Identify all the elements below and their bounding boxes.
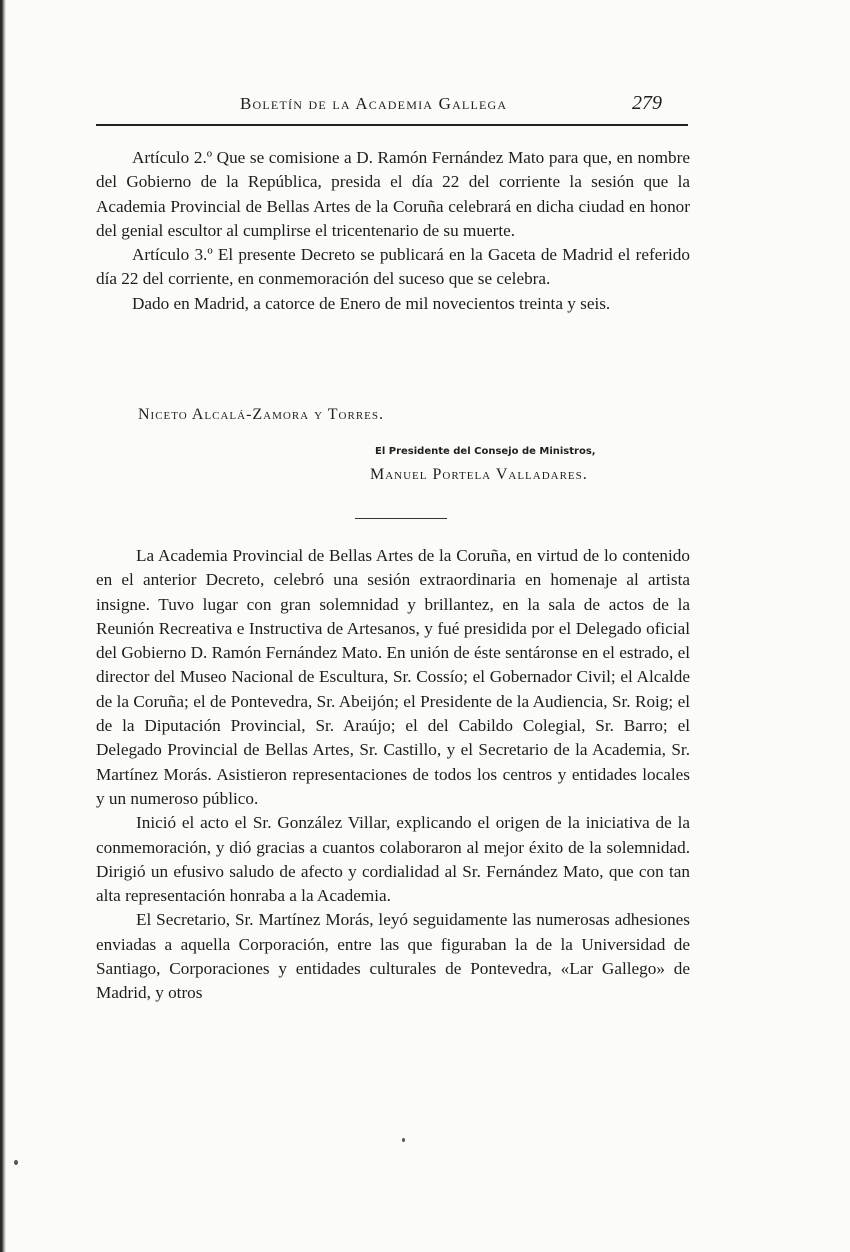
page-binding-edge (0, 0, 6, 1252)
running-header (240, 94, 690, 124)
decree-article-3: Artículo 3.º El presente Decreto se publicará en la Gaceta de Madrid el referido día 22 del corriente, en conmemoración del suceso que se celebra. (96, 245, 690, 289)
page-number: 279 (632, 92, 662, 114)
decree-date: Dado en Madrid, a catorce de Enero de mil novecientos treinta y seis. (132, 293, 611, 313)
signature-president: Niceto Alcalá-Zamora y Torres. (138, 406, 385, 423)
header-title: Boletín de la Academia Gallega (240, 94, 508, 113)
scan-speck (402, 1138, 405, 1142)
section-separator (355, 518, 447, 519)
body-paragraph: Inició el acto el Sr. González Villar, explicando el origen de la iniciativa de la conmemoración, y dió gracias a cuantos colaboraron al mejor éxito de la solemnidad. Dirigió un efusivo saludo de afecto y cordialidad al Sr. Fernández Mato, que con tan alta representación honraba a la Academia. (96, 813, 690, 906)
body-paragraph: La Academia Provincial de Bellas Artes de la Coruña, en virtud de lo contenido en el anterior Decreto, celebró una sesión extraordinaria en homenaje al artista insigne. Tuvo lugar con gran solemnidad y brillantez, en la sala de actos de la Reunión Recreativa e Instructiva de Artesanos, y fué presidida por el Delegado oficial del Gobierno D. Ramón Fernández Mato. En unión de éste sentáronse en el estrado, el director del Museo Nacional de Escultura, Sr. Cossío; el Gobernador Civil; el Alcalde de la Coruña; el de Pontevedra, Sr. Abeijón; el Presidente de la Audiencia, Sr. Roig; el de la Diputación Provincial, Sr. Araújo; el del Cabildo Colegial, Sr. Barro; el Delegado Provincial de Bellas Artes, Sr. Castillo, y el Secretario de la Academia, Sr. Martínez Morás. Asistieron representaciones de todos los centros y entidades locales y un numeroso público. (96, 546, 690, 808)
decree-text (96, 146, 690, 316)
body-paragraph: El Secretario, Sr. Martínez Morás, leyó seguidamente las numerosas adhesiones enviadas a aquella Corporación, entre las que figuraban la de la Universidad de Santiago, Corporaciones y entidades culturales de Pontevedra, «Lar Gallego» de Madrid, y otros (96, 910, 690, 1003)
header-rule (96, 124, 688, 126)
minister-role: El Presidente del Consejo de Ministros, (375, 446, 596, 457)
decree-article-2: Artículo 2.º Que se comisione a D. Ramón Fernández Mato para que, en nombre del Gobierno de la República, presida el día 22 del corriente la sesión que la Academia Provincial de Bellas Artes de la Coruña celebrará en dicha ciudad en honor del genial escultor al cumplirse el tricentenario de su muerte. (96, 148, 690, 240)
signature-minister: Manuel Portela Valladares. (370, 466, 588, 483)
scan-speck (14, 1160, 18, 1165)
body-text (96, 544, 690, 1006)
